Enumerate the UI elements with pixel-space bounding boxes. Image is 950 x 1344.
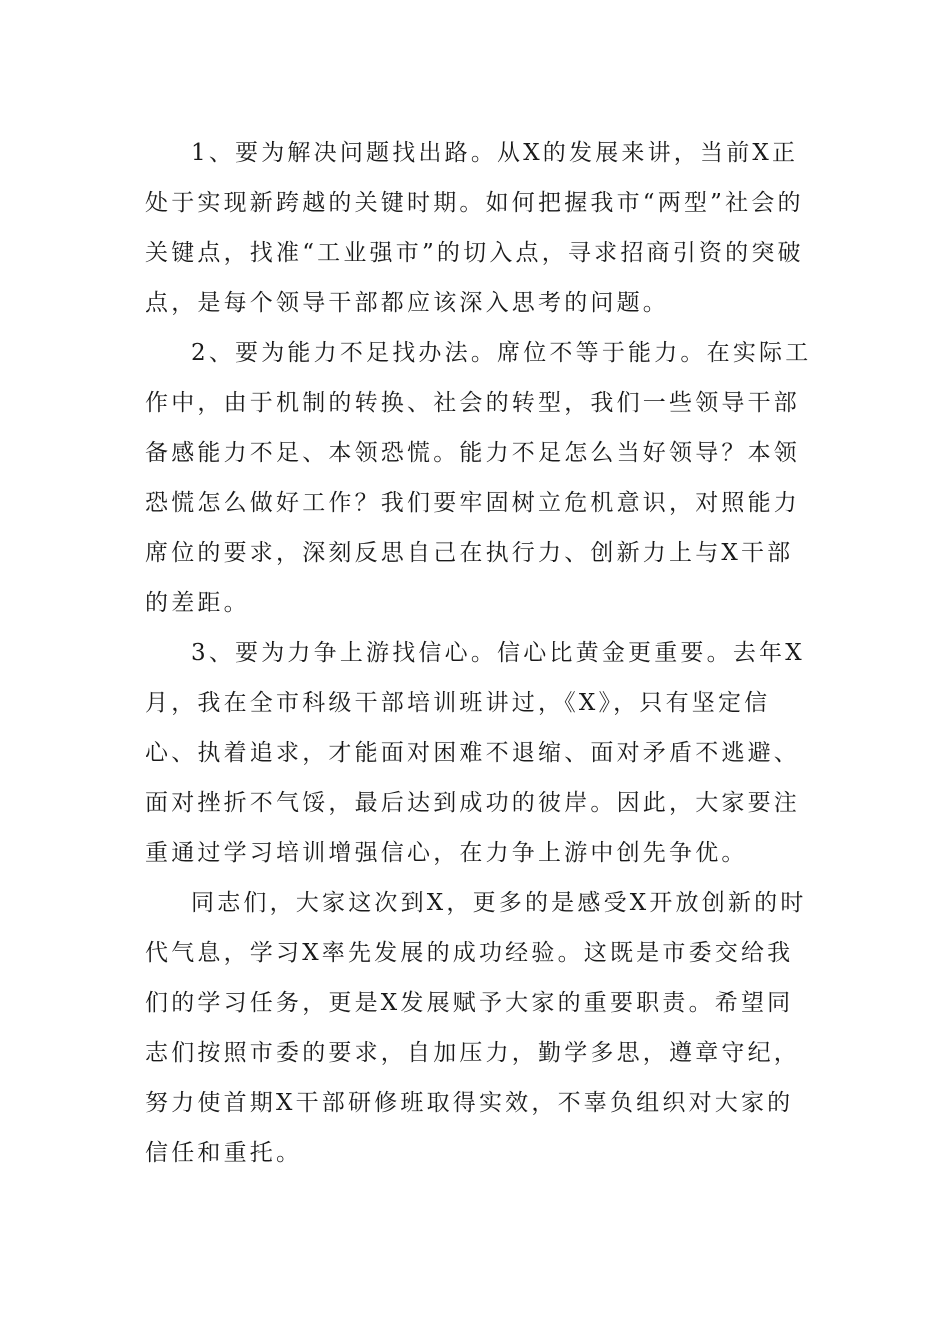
document-body: [145, 128, 815, 1178]
paragraph-2: 2、要为能力不足找办法。席位不等于能力。在实际工作中，由于机制的转换、社会的转型，我们一些领导干部备感能力不足、本领恐慌。能力不足怎么当好领导？本领恐慌怎么做好工作？我们要牢固树立危机意识，对照能力席位的要求，深刻反思自己在执行力、创新力上与X干部的差距。: [145, 340, 812, 616]
paragraph-3: 3、要为力争上游找信心。信心比黄金更重要。去年X月，我在全市科级干部培训班讲过，《X》，只有坚定信心、执着追求，才能面对困难不退缩、面对矛盾不逃避、面对挫折不气馁，最后达到成功的彼岸。因此，大家要注重通过学习培训增强信心，在力争上游中创先争优。: [145, 640, 805, 866]
paragraph-1: 1、要为解决问题找出路。从X的发展来讲，当前X正处于实现新跨越的关键时期。如何把握我市“两型”社会的关键点，找准“工业强市”的切入点，寻求招商引资的突破点，是每个领导干部都应该深入思考的问题。: [145, 140, 804, 316]
paragraph-4: 同志们，大家这次到X，更多的是感受X开放创新的时代气息，学习X率先发展的成功经验。这既是市委交给我们的学习任务，更是X发展赋予大家的重要职责。希望同志们按照市委的要求，自加压力，勤学多思，遵章守纪，努力使首期X干部研修班取得实效，不辜负组织对大家的信任和重托。: [145, 890, 807, 1166]
